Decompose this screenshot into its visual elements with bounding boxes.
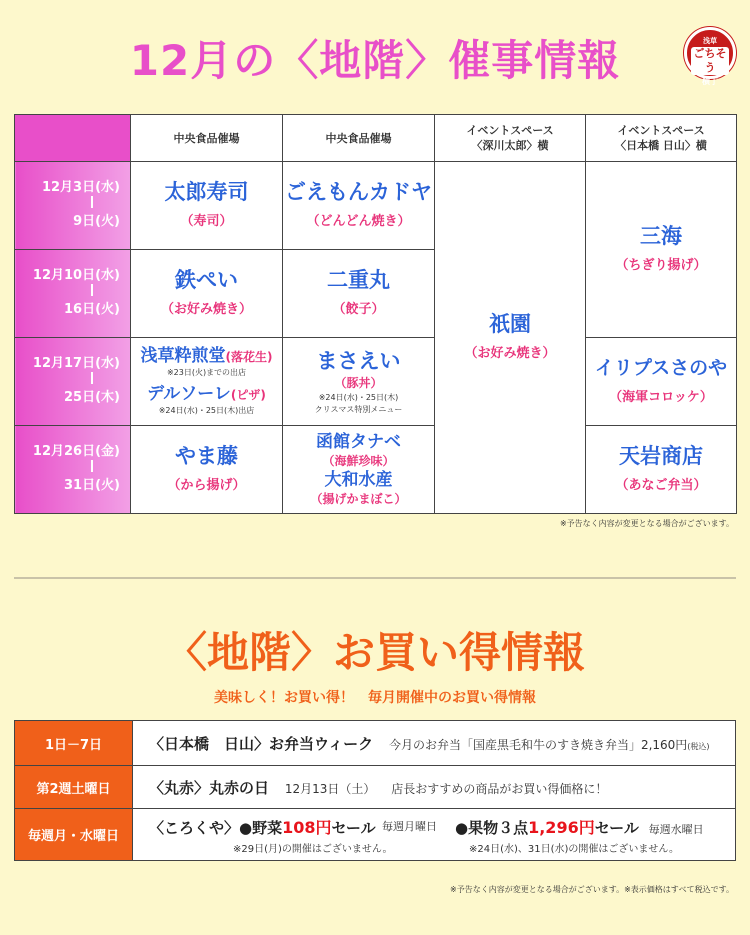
deals-footnote: ※予告なく内容が変更となる場合がございます。※表示価格はすべて税込です。	[450, 885, 734, 894]
deal-shop: 〈ころくや〉	[149, 818, 240, 837]
deals-title: 〈地階〉お買い得情報	[164, 628, 585, 677]
schedule-row	[15, 338, 737, 426]
vendor-name: ごえもんカドヤ	[285, 179, 432, 204]
vendor-name	[131, 384, 282, 405]
deal-details	[133, 766, 736, 809]
vendor-cell-col4	[586, 426, 737, 514]
vendor-category: （ちぎり揚げ）	[615, 257, 707, 273]
date-start: 12月26日(金)	[32, 444, 120, 459]
date-end: 31日(火)	[64, 478, 120, 493]
col-header-4: イベントスペース 〈日本橋 日山〉横	[586, 115, 737, 162]
deal-item-1	[149, 815, 393, 855]
deal-details	[133, 721, 736, 766]
deal-item-name: ●果物３点	[455, 818, 529, 837]
vendor-name-text: 浅草粋煎堂	[140, 346, 226, 366]
deal-item-line	[149, 815, 382, 838]
vendor-category: （お好み焼き）	[160, 301, 252, 317]
schedule-footnote: ※予告なく内容が変更となる場合がございます。	[559, 519, 734, 528]
vendor-name: やま藤	[175, 443, 238, 468]
schedule-row	[15, 162, 737, 250]
deal-details	[133, 809, 736, 861]
deal-item-day: 毎週月曜日	[382, 819, 437, 833]
vendor-cell	[283, 250, 435, 338]
logo-line-3: 横丁	[702, 77, 718, 86]
deal-item-line	[455, 815, 704, 838]
vendor-note: ※24日(水)・25日(木)	[318, 392, 399, 402]
vendor-cell	[131, 426, 283, 514]
vendor-note: クリスマス特別メニュー	[314, 404, 403, 414]
vendor-category: （お好み焼き）	[464, 345, 556, 361]
deal-item-price: 1,296円	[528, 817, 595, 837]
col-header-2: 中央食品催場	[283, 115, 435, 162]
date-range-line	[91, 284, 93, 296]
vendor-name: 三海	[640, 223, 682, 248]
vendor-cell	[131, 338, 283, 426]
vendor-category: （海鮮珍味）	[322, 453, 395, 468]
date-end: 9日(火)	[73, 214, 120, 229]
date-range-line	[91, 372, 93, 384]
date-cell	[15, 162, 131, 250]
deal-period-label: 第2週土曜日	[15, 766, 133, 809]
date-start: 12月3日(水)	[41, 180, 120, 195]
col-header-1: 中央食品催場	[131, 115, 283, 162]
vendor-cell	[131, 162, 283, 250]
deal-shop: 〈日本橋 日山〉お弁当ウィーク	[149, 734, 374, 753]
vendor-name	[131, 346, 282, 367]
deal-period-label: 1日－7日	[15, 721, 133, 766]
deal-row	[15, 766, 736, 809]
event-schedule-table	[14, 114, 737, 514]
vendor-cell	[283, 162, 435, 250]
vendor-cell-col4	[586, 338, 737, 426]
date-start: 12月10日(水)	[32, 268, 120, 283]
vendor-name: 太郎寿司	[164, 179, 249, 204]
deal-item-price: 108円	[282, 817, 332, 837]
page-title: 12月の〈地階〉催事情報	[129, 36, 621, 85]
deal-text: 店長おすすめの商品がお買い得価格に！	[391, 781, 608, 796]
date-cell	[15, 250, 131, 338]
date-end: 16日(火)	[64, 302, 120, 317]
date-cell	[15, 338, 131, 426]
vendor-cell-col3	[435, 162, 586, 514]
deal-item-day: 毎週水曜日	[648, 822, 704, 836]
deal-shop: 〈丸赤〉丸赤の日	[149, 778, 270, 797]
deal-item-note: ※24日(水)、31日(水)の開催はございません。	[469, 843, 680, 855]
vendor-name: イリプスさのや	[594, 356, 728, 379]
deal-item-note: ※29日(月)の開催はございません。	[233, 843, 393, 855]
deal-item-name: ●野菜	[239, 818, 283, 837]
section-divider	[14, 577, 736, 579]
vendor-category: （あなご弁当）	[615, 477, 707, 493]
vendor-note: ※23日(火)までの出店	[166, 368, 247, 377]
deal-item-suffix: セール	[594, 818, 639, 837]
vendor-category: （から揚げ）	[167, 477, 246, 493]
date-cell	[15, 426, 131, 514]
vendor-name: 函館タナベ	[316, 431, 401, 452]
col-header-3: イベントスペース 〈深川太郎〉横	[435, 115, 586, 162]
vendor-cell-col4	[586, 162, 737, 338]
logo-line-2: ごちそう	[691, 47, 729, 75]
schedule-row	[15, 426, 737, 514]
deals-subtitle: 美味しく！お買い得！ 毎月開催中のお買い得情報	[214, 690, 536, 706]
deal-text: 今月のお弁当「国産黒毛和牛のすき焼き弁当」2,160円	[388, 737, 688, 752]
date-end: 25日(木)	[64, 390, 120, 405]
schedule-header-row	[15, 115, 737, 162]
vendor-name: 鉄ぺい	[175, 267, 238, 292]
date-range-line	[91, 196, 93, 208]
deals-table	[14, 720, 736, 861]
vendor-name: まさえい	[316, 348, 401, 373]
deal-row	[15, 721, 736, 766]
vendor-name: 天岩商店	[619, 443, 703, 468]
vendor-category: （豚丼）	[334, 375, 383, 390]
deal-row	[15, 809, 736, 861]
asakusa-gochisou-logo	[684, 27, 736, 86]
deal-date: 12月13日（土）	[284, 781, 376, 796]
vendor-name: 祇園	[489, 311, 531, 336]
vendor-category: （餃子）	[332, 301, 385, 317]
vendor-name: 大和水産	[324, 469, 393, 490]
deal-items	[149, 815, 735, 855]
deal-item-suffix: セール	[331, 818, 376, 837]
deal-period-label: 毎週月・水曜日	[15, 809, 133, 861]
vendor-category: (ピザ)	[230, 388, 266, 402]
vendor-category: （揚げかまぼこ）	[310, 491, 407, 506]
vendor-note: ※24日(水)・25日(木)出店	[158, 406, 255, 415]
vendor-category: （どんどん焼き）	[306, 213, 411, 229]
date-start: 12月17日(水)	[32, 356, 120, 371]
vendor-cell	[131, 250, 283, 338]
date-range-line	[91, 460, 93, 472]
vendor-name: 二重丸	[327, 267, 390, 292]
vendor-cell	[283, 426, 435, 514]
vendor-cell	[283, 338, 435, 426]
vendor-category: （海軍コロッケ）	[609, 389, 713, 405]
deal-tax-note: (税込)	[687, 741, 710, 751]
logo-line-1: 浅草	[703, 37, 717, 45]
deal-item-2	[455, 815, 704, 855]
vendor-category: (落花生)	[225, 350, 273, 364]
vendor-category: （寿司）	[180, 213, 233, 229]
vendor-name-text: デルソーレ	[147, 384, 231, 404]
header-corner	[15, 115, 131, 162]
